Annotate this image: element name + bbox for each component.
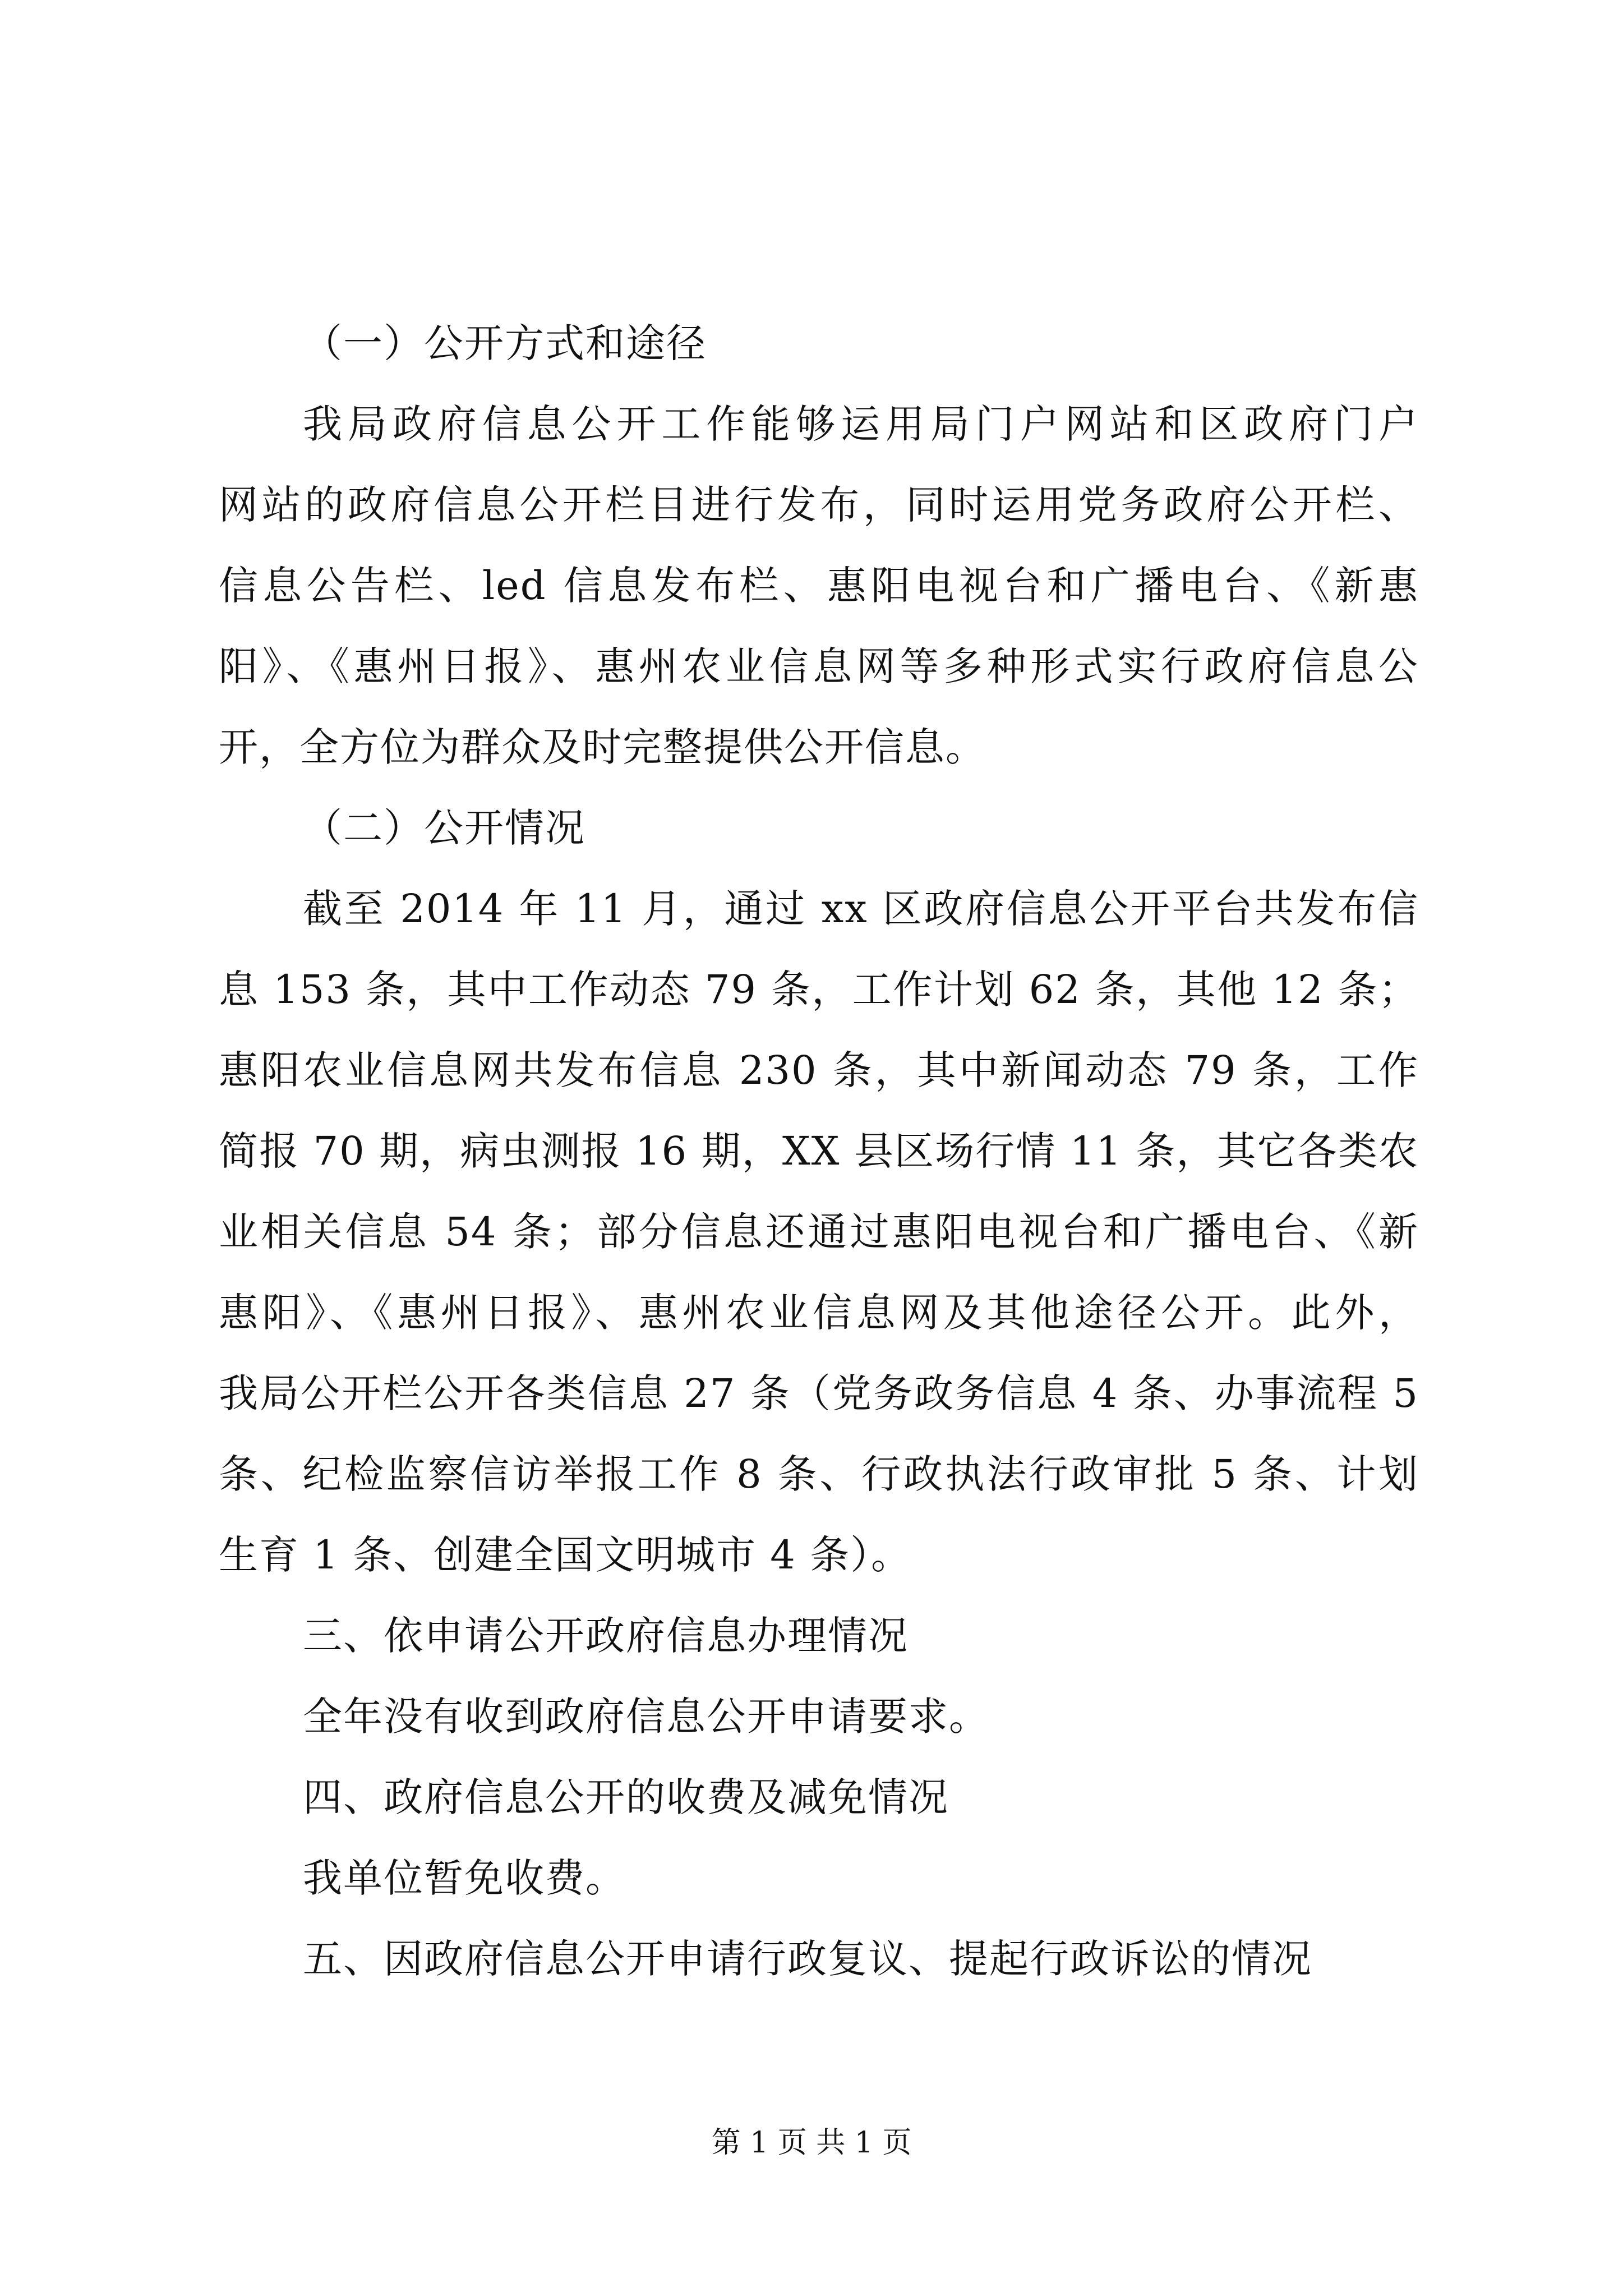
text-line: 阳》、《惠州日报》、惠州农业信息网等多种形式实行政府信息公 bbox=[219, 643, 1419, 689]
text-line: 全年没有收到政府信息公开申请要求。 bbox=[303, 1694, 989, 1740]
document-body bbox=[219, 303, 1419, 1999]
page-footer: 第 1 页 共 1 页 bbox=[711, 2126, 912, 2160]
text-line: 截至 2014 年 11 月，通过 xx 区政府信息公开平台共发布信 bbox=[303, 886, 1419, 932]
section-heading bbox=[303, 303, 1419, 384]
text-line: 五、因政府信息公开申请行政复议、提起行政诉讼的情况 bbox=[303, 1936, 1312, 1982]
text-line: 惠阳农业信息网共发布信息 230 条，其中新闻动态 79 条，工作 bbox=[219, 1047, 1419, 1093]
text-line: 我局政府信息公开工作能够运用局门户网站和区政府门户 bbox=[303, 401, 1419, 447]
text-line: 惠阳》、《惠州日报》、惠州农业信息网及其他途径公开。此外， bbox=[219, 1290, 1419, 1336]
text-line: 我单位暂免收费。 bbox=[303, 1855, 626, 1901]
section-heading bbox=[303, 1595, 1419, 1676]
body-paragraph bbox=[219, 868, 1419, 1595]
text-line: 四、政府信息公开的收费及减免情况 bbox=[303, 1774, 949, 1820]
body-paragraph bbox=[303, 1838, 1419, 1918]
text-line: 我局公开栏公开各类信息 27 条（党务政务信息 4 条、办事流程 5 bbox=[219, 1370, 1419, 1416]
text-line: 三、依申请公开政府信息办理情况 bbox=[303, 1613, 909, 1659]
text-line: （一）公开方式和途径 bbox=[303, 320, 707, 366]
section-heading bbox=[303, 1918, 1419, 1999]
section-heading bbox=[303, 788, 1419, 868]
text-line: 简报 70 期，病虫测报 16 期，XX 县区场行情 11 条，其它各类农 bbox=[219, 1128, 1419, 1174]
text-line: 网站的政府信息公开栏目进行发布，同时运用党务政府公开栏、 bbox=[219, 482, 1419, 528]
text-line: 信息公告栏、led 信息发布栏、惠阳电视台和广播电台、《新惠 bbox=[219, 563, 1419, 609]
text-line: 条、纪检监察信访举报工作 8 条、行政执法行政审批 5 条、计划 bbox=[219, 1451, 1419, 1497]
section-heading bbox=[303, 1757, 1419, 1838]
text-line: 开，全方位为群众及时完整提供公开信息。 bbox=[219, 724, 986, 770]
text-line: 息 153 条，其中工作动态 79 条，工作计划 62 条，其他 12 条； bbox=[219, 967, 1419, 1013]
text-line: 生育 1 条、创建全国文明城市 4 条）。 bbox=[219, 1532, 912, 1578]
body-paragraph bbox=[219, 384, 1419, 788]
body-paragraph bbox=[303, 1676, 1419, 1757]
text-line: （二）公开情况 bbox=[303, 805, 585, 851]
text-line: 业相关信息 54 条；部分信息还通过惠阳电视台和广播电台、《新 bbox=[219, 1209, 1419, 1255]
